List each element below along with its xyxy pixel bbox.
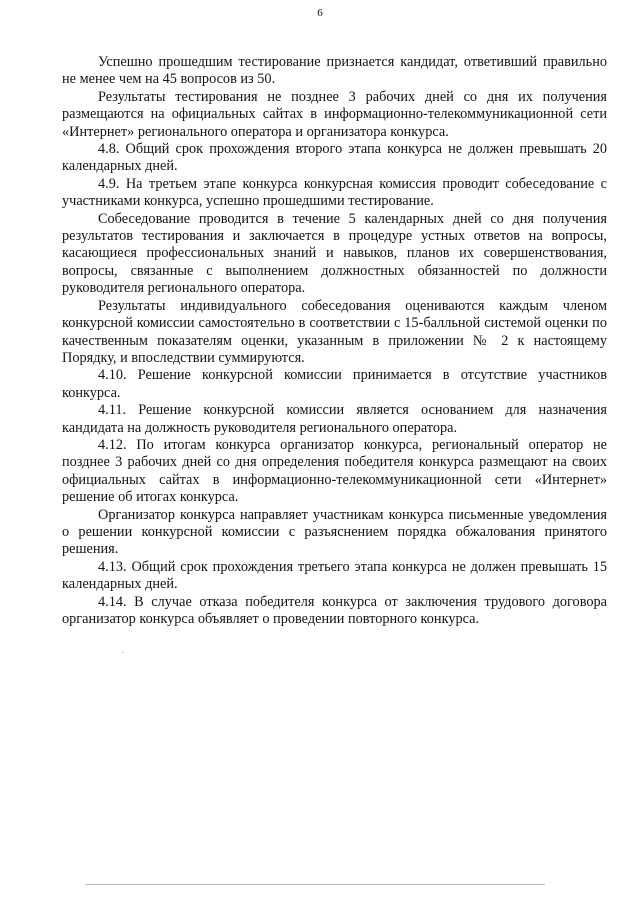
document-body — [62, 54, 607, 628]
scan-bottom-edge-line — [85, 884, 545, 885]
paragraph-4-13: 4.13. Общий срок прохождения третьего этапа конкурса не должен превышать 15 календарных дней. — [62, 558, 607, 593]
paragraph-notifications: Организатор конкурса направляет участникам конкурса письменные уведомления о решении конкурсной комиссии с разъяснением порядка обжалования принятого решения. — [62, 506, 607, 558]
paragraph-4-8: 4.8. Общий срок прохождения второго этапа конкурса не должен превышать 20 календарных дней. — [62, 141, 607, 175]
paragraph-testing-results-publication: Результаты тестирования не позднее 3 рабочих дней со дня их получения размещаются на официальных сайтах в информационно-телекоммуникационной сети «Интернет» регионального оператора и организатора конкурса. — [62, 88, 607, 140]
paragraph-4-11: 4.11. Решение конкурсной комиссии является основанием для назначения кандидата на должность руководителя регионального оператора. — [62, 402, 607, 436]
paragraph-4-9: 4.9. На третьем этапе конкурса конкурсная комиссия проводит собеседование с участниками конкурса, успешно прошедшими тестирование. — [62, 175, 607, 210]
paragraph-4-10: 4.10. Решение конкурсной комиссии принимается в отсутствие участников конкурса. — [62, 367, 607, 401]
scan-speck — [122, 652, 123, 653]
page-number: 6 — [317, 7, 323, 19]
paragraph-testing-pass-criteria: Успешно прошедшим тестирование признается кандидат, ответивший правильно не менее чем на 45 вопросов из 50. — [62, 54, 607, 88]
paragraph-4-14: 4.14. В случае отказа победителя конкурса от заключения трудового договора организатор конкурса объявляет о проведении повторного конкурса. — [62, 593, 607, 627]
paragraph-4-12: 4.12. По итогам конкурса организатор конкурса, региональный оператор не позднее 3 рабочих дней со дня определения победителя конкурса размещают на своих официальных сайтах в информационно-телекоммуникационной сети «Интернет» решение об итогах конкурса. — [62, 436, 607, 506]
paragraph-interview-scoring: Результаты индивидуального собеседования оцениваются каждым членом конкурсной комиссии самостоятельно в соответствии с 15-балльной системой оценки по качественным показателям оценки, указанным в приложении № 2 к настоящему Порядку, и впоследствии суммируются. — [62, 297, 607, 366]
paragraph-interview-procedure: Собеседование проводится в течение 5 календарных дней со дня получения результатов тестирования и заключается в процедуре устных ответов на вопросы, касающиеся профессиональных знаний и навыков, планов их совершенствования, вопросы, связанные с выполнением должностных обязанностей по должности руководителя регионального оператора. — [62, 210, 607, 297]
